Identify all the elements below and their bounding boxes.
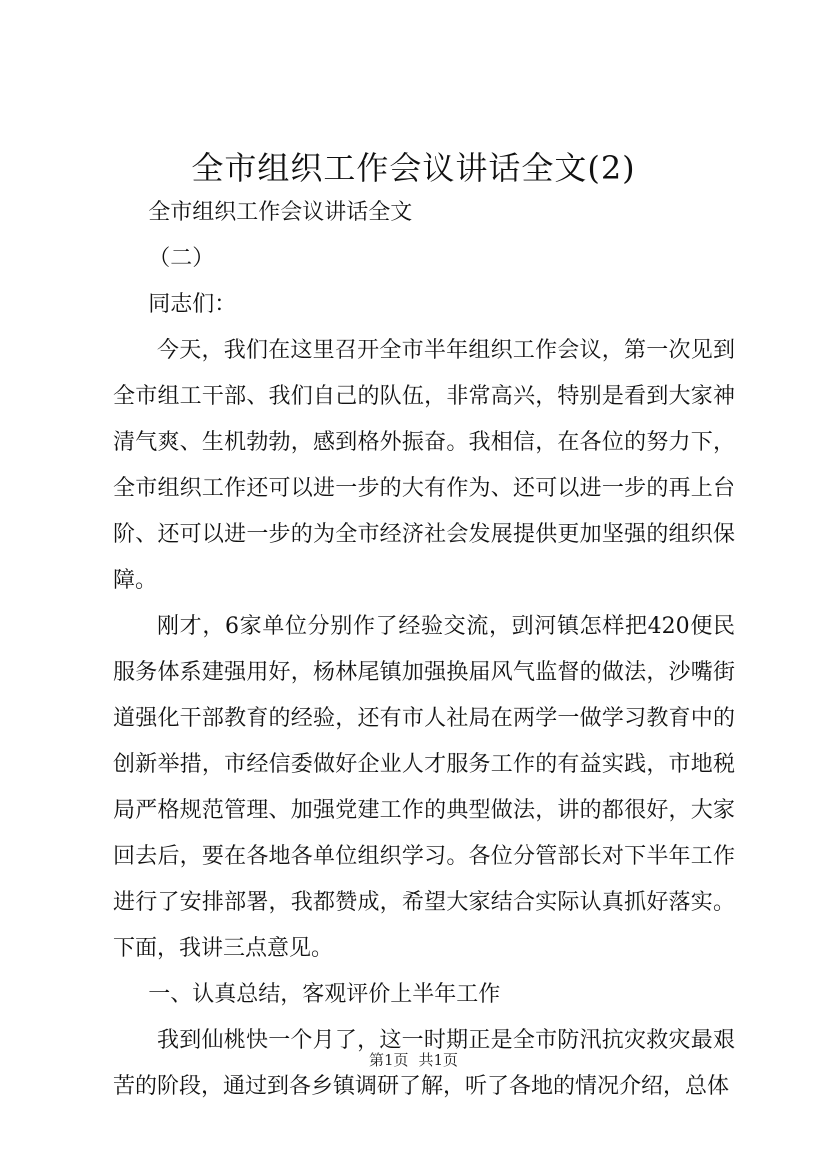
section-heading: 一、认真总结，客观评价上半年工作: [148, 982, 501, 1007]
page-number: 第1页: [368, 1051, 409, 1069]
page-total: 共1页: [418, 1051, 459, 1069]
paragraph: 今天，我们在这里召开全市半年组织工作会议，第一次见到全市组工干部、我们自己的队伍，非常高兴，特别是看到大家神清气爽、生机勃勃，感到格外振奋。我相信，在各位的努力下，全市组织工作还可以进一步的大有作为、还可以进一步的再上台阶、还可以进一步的为全市经济社会发展提供更加坚强的组织保障。: [113, 338, 735, 593]
document-body: [113, 190, 735, 1110]
document-title: 全市组织工作会议讲话全文(2): [191, 149, 636, 187]
paragraph-part-number: （二）: [148, 246, 215, 271]
paragraph: 刚才，6家单位分别作了经验交流，剅河镇怎样把420便民服务体系建强用好，杨林尾镇加强换届风气监督的做法，沙嘴街道强化干部教育的经验，还有市人社局在两学一做学习教育中的创新举措，市经信委做好企业人才服务工作的有益实践，市地税局严格规范管理、加强党建工作的典型做法，讲的都很好，大家回去后，要在各地各单位组织学习。各位分管部长对下半年工作进行了安排部署，我都赞成，希望大家结合实际认真抓好落实。下面，我讲三点意见。: [113, 614, 735, 961]
paragraph: 我到仙桃快一个月了，这一时期正是全市防汛抗灾救灾最艰苦的阶段，通过到各乡镇调研了解，听了各地的情况介绍，总体: [113, 1028, 735, 1099]
page-footer: [0, 1050, 827, 1070]
paragraph-salutation: 同志们：: [148, 292, 237, 317]
paragraph-heading-repeat: 全市组织工作会议讲话全文: [148, 200, 413, 225]
